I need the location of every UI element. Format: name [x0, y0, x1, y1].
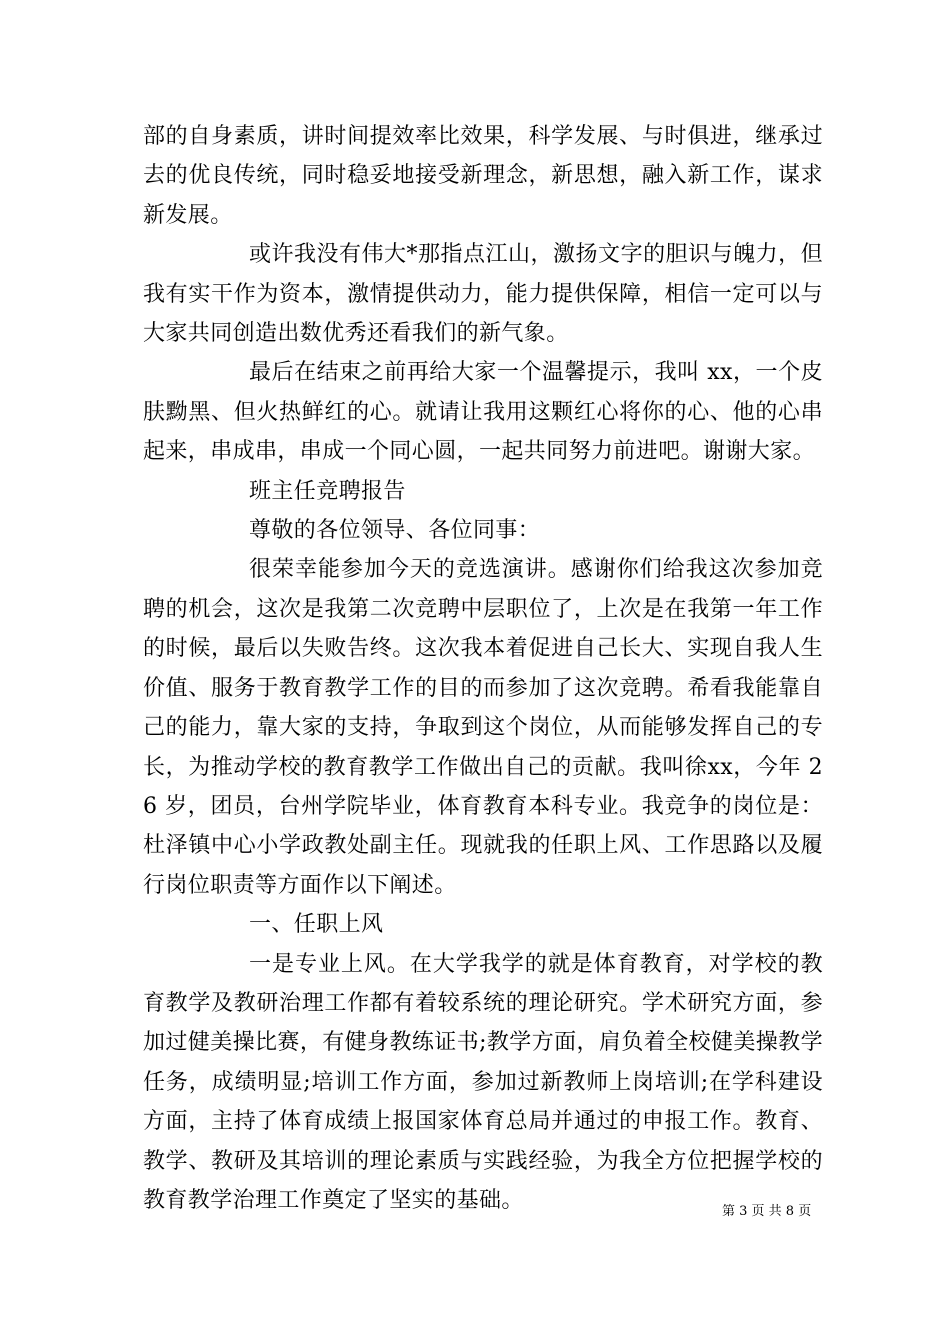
section-title: 班主任竞聘报告	[249, 478, 406, 504]
paragraph-1: 部的自身素质，讲时间提效率比效果，科学发展、与时俱进，继承过去的优良传统，同时稳妥地接受新理念，新思想，融入新工作，谋求新发展。	[143, 124, 823, 228]
paragraph-intro: 很荣幸能参加今天的竞选演讲。感谢你们给我这次参加竞聘的机会，这次是我第二次竞聘中层职位了，上次是在我第一年工作的时候，最后以失败告终。这次我本着促进自己长大、实现自我人生价值、服务于教育教学工作的目的而参加了这次竞聘。希看我能靠自己的能力，靠大家的支持，争取到这个岗位，从而能够发挥自己的专长，为推动学校的教育教学工作做出自己的贡献。我叫徐xx，今年 26 岁，团员，台州学院毕业，体育教育本科专业。我竞争的岗位是：杜泽镇中心小学政教处副主任。现就我的任职上风、工作思路以及履行岗位职责等方面作以下阐述。	[143, 557, 823, 898]
subsection-heading: 一、任职上风	[249, 912, 384, 938]
paragraph-2: 或许我没有伟大*那指点江山，激扬文字的胆识与魄力，但我有实干作为资本，激情提供动力，能力提供保障，相信一定可以与大家共同创造出数优秀还看我们的新气象。	[143, 242, 823, 347]
paragraph-professional-advantage: 一是专业上风。在大学我学的就是体育教育，对学校的教育教学及教研治理工作都有着较系统的理论研究。学术研究方面，参加过健美操比赛，有健身教练证书;教学方面，肩负着全校健美操教学任务，成绩明显;培训工作方面，参加过新教师上岗培训;在学科建设方面，主持了体育成绩上报国家体育总局并通过的申报工作。教育、教学、教研及其培训的理论素质与实践经验，为我全方位把握学校的教育教学治理工作奠定了坚实的基础。	[143, 951, 823, 1213]
page-number: 第 3 页 共 8 页	[722, 1204, 812, 1219]
document-body	[143, 117, 823, 1220]
salutation: 尊敬的各位领导、各位同事：	[249, 518, 541, 544]
paragraph-3: 最后在结束之前再给大家一个温馨提示，我叫 xx，一个皮肤黝黑、但火热鲜红的心。就请让我用这颗红心将你的心、他的心串起来，串成串，串成一个同心圆，一起共同努力前进吧。谢谢大家。	[143, 360, 823, 465]
